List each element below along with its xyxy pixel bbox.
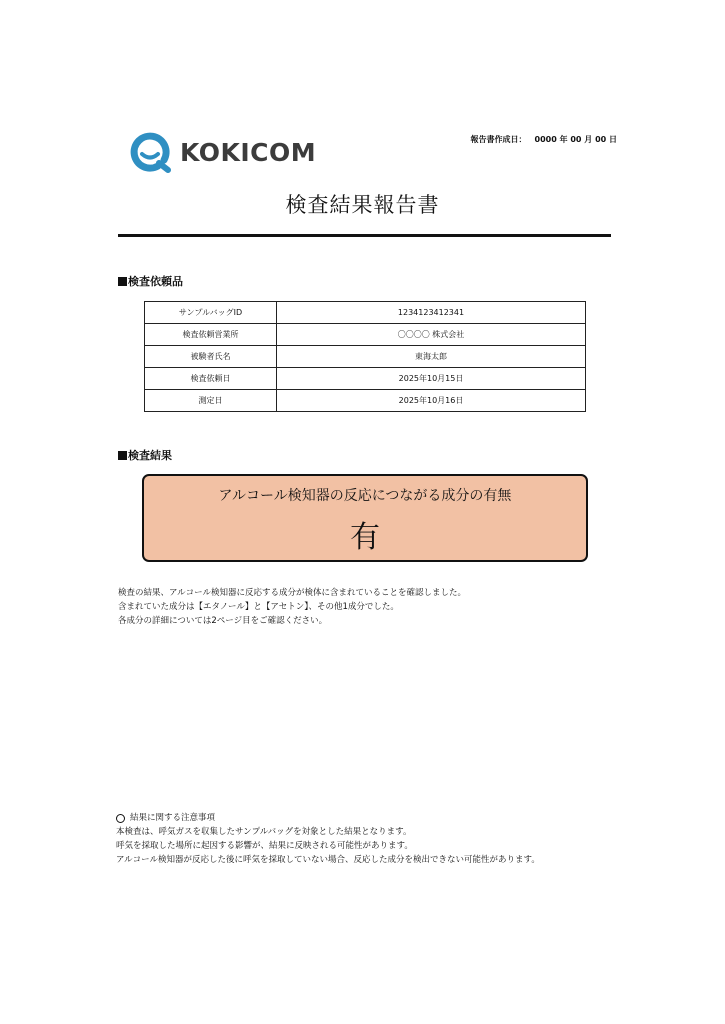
note-line: 本検査は、呼気ガスを収集したサンプルバッグを対象とした結果となります。 [116, 827, 412, 837]
table-value: 2025年10月16日 [277, 390, 586, 412]
result-question: アルコール検知器の反応につながる成分の有無 [218, 488, 512, 504]
table-value: 東海太郎 [277, 346, 586, 368]
kokicom-logo-icon [128, 130, 172, 174]
table-value: 〇〇〇〇 株式会社 [277, 324, 586, 346]
table-label: 検査依頼営業所 [145, 324, 277, 346]
result-box [142, 474, 588, 562]
table-row [145, 368, 586, 390]
notes-section [116, 811, 540, 867]
square-bullet-icon [118, 451, 127, 460]
result-section-heading [118, 447, 172, 463]
report-date [471, 134, 617, 145]
summary-line: 含まれていた成分は【エタノール】と【アセトン】、その他1成分でした。 [118, 602, 399, 612]
table-row [145, 302, 586, 324]
table-label: サンプルバッグID [145, 302, 277, 324]
title-divider [118, 234, 611, 237]
summary-line: 各成分の詳細については2ページ目をご確認ください。 [118, 616, 328, 626]
table-label: 被験者氏名 [145, 346, 277, 368]
report-date-label: 報告書作成日： [470, 135, 527, 144]
request-section-heading [118, 273, 183, 289]
square-bullet-icon [118, 277, 127, 286]
table-row [145, 390, 586, 412]
report-date-value: 0000 年 00 月 00 日 [534, 135, 617, 144]
brand-name: KOKICOM [180, 137, 317, 167]
result-answer: 有 [350, 520, 380, 555]
page-title: 検査結果報告書 [285, 193, 440, 217]
table-label: 測定日 [145, 390, 277, 412]
table-row [145, 324, 586, 346]
table-value: 1234123412341 [277, 302, 586, 324]
company-logo [128, 130, 316, 174]
request-heading-text: 検査依頼品 [128, 275, 183, 288]
table-row [145, 346, 586, 368]
result-summary [118, 586, 466, 628]
table-value: 2025年10月15日 [277, 368, 586, 390]
summary-line: 検査の結果、アルコール検知器に反応する成分が検体に含まれていることを確認しました。 [118, 588, 466, 598]
result-heading-text: 検査結果 [128, 449, 172, 462]
table-label: 検査依頼日 [145, 368, 277, 390]
circle-bullet-icon [116, 814, 125, 823]
note-line: アルコール検知器が反応した後に呼気を採取していない場合、反応した成分を検出できない可能性があります。 [116, 855, 540, 865]
request-info-table [144, 301, 586, 412]
note-line: 呼気を採取した場所に起因する影響が、結果に反映される可能性があります。 [116, 841, 413, 851]
notes-heading [116, 811, 540, 825]
notes-heading-text: 結果に関する注意事項 [130, 813, 216, 823]
